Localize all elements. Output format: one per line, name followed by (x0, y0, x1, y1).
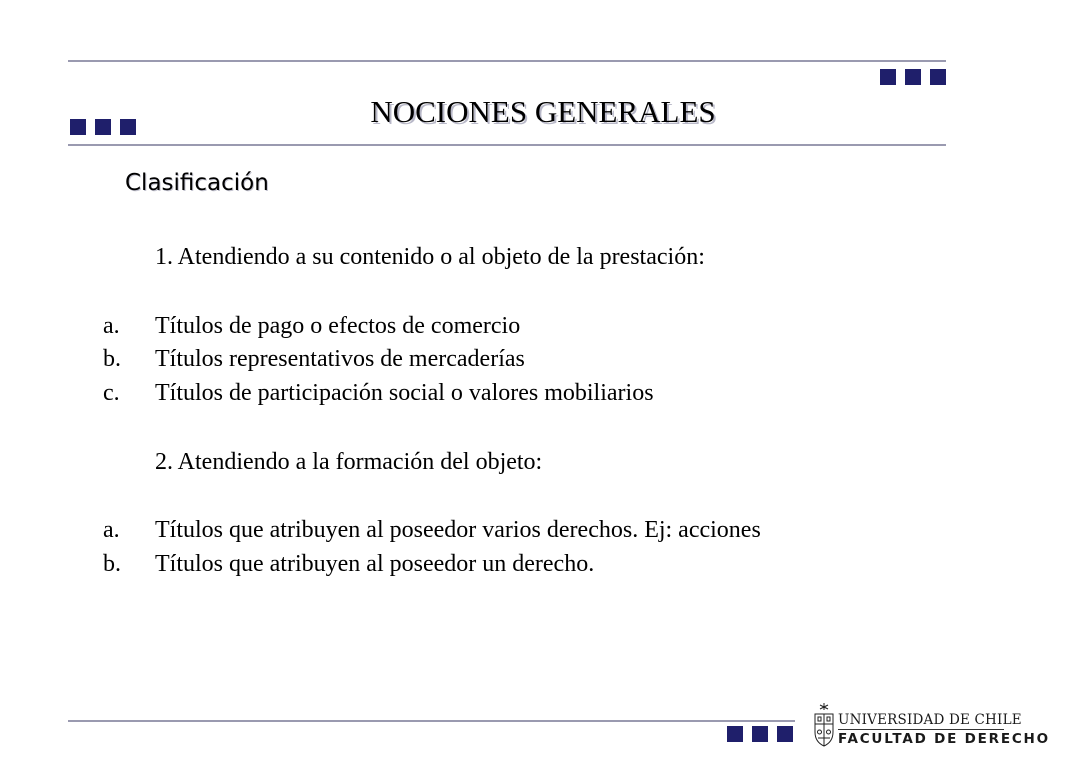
list-marker: b. (103, 346, 121, 372)
logo-university-name: UNIVERSIDAD DE CHILE (838, 712, 1022, 728)
list-item-text: Títulos que atribuyen al poseedor un derecho. (155, 551, 595, 577)
list-marker: a. (103, 313, 120, 339)
slide-subtitle: Clasificación (125, 170, 269, 196)
square-shape (880, 69, 896, 85)
list-item-text: Títulos representativos de mercaderías (155, 346, 525, 372)
list-item-text: Títulos de participación social o valores mobiliarios (155, 380, 654, 406)
square-shape (752, 726, 768, 742)
logo-divider (838, 729, 1004, 730)
list-item-text: Títulos de pago o efectos de comercio (155, 313, 521, 339)
square-shape (930, 69, 946, 85)
title-underline-rule (68, 144, 946, 146)
square-shape (777, 726, 793, 742)
top-rule (68, 60, 946, 62)
list-item-text: Títulos que atribuyen al poseedor varios derechos. Ej: acciones (155, 517, 761, 543)
section2-heading: 2. Atendiendo a la formación del objeto: (155, 449, 543, 475)
list-marker: c. (103, 380, 120, 406)
section1-heading: 1. Atendiendo a su contenido o al objeto de la prestación: (155, 244, 705, 270)
university-seal-icon (812, 702, 836, 748)
slide-title: NOCIONES GENERALES (370, 94, 716, 129)
square-shape (905, 69, 921, 85)
square-shape (727, 726, 743, 742)
list-marker: a. (103, 517, 120, 543)
logo-faculty-name: FACULTAD DE DERECHO (838, 731, 1050, 747)
list-marker: b. (103, 551, 121, 577)
bottom-rule (68, 720, 795, 722)
